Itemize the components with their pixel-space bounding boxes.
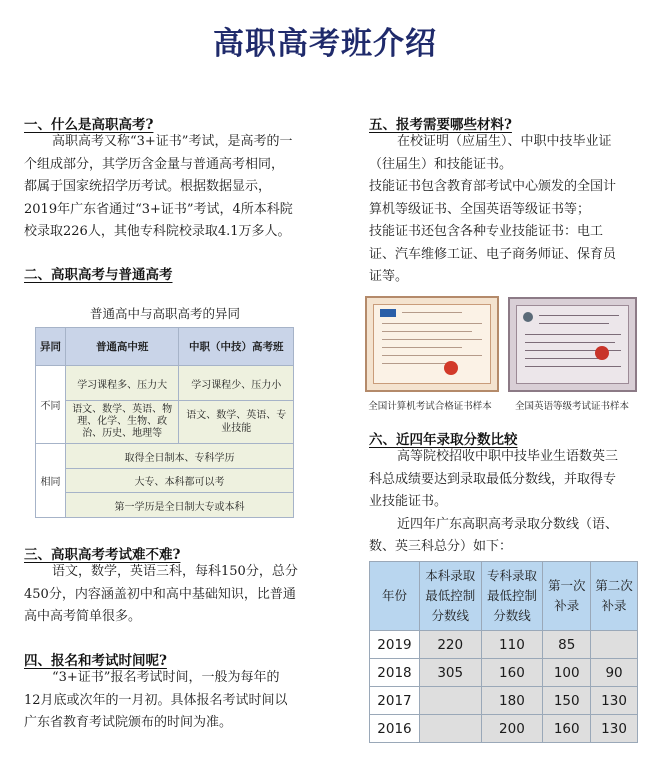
paragraph-line: 在校证明（应届生）、中职中技毕业证 (397, 134, 612, 149)
table-cell: 学习课程少、压力小 (179, 366, 294, 401)
paragraph-line: 技能证书还包含各种专业技能证书：电工 (369, 224, 604, 239)
table-header: 第二次补录 (591, 562, 638, 631)
table-cell: 305 (419, 659, 481, 687)
computer-certificate-caption: 全国计算机考试合格证书样本 (368, 401, 492, 412)
paragraph-line: 高等院校招收中职中技毕业生语数英三 (397, 449, 619, 464)
year-cell: 2019 (370, 631, 420, 659)
table-cell: 取得全日制本、专科学历 (65, 444, 293, 469)
table-cell: 160 (481, 659, 543, 687)
paragraph-line: “3+证书”报名考试时间，一般为每年的 (52, 670, 280, 685)
paragraph-line: 个组成部分，其学历含金量与普通高考相同， (24, 156, 285, 172)
table-cell: 100 (543, 659, 591, 687)
table-caption: 普通高中与高职高考的异同 (89, 306, 240, 321)
year-cell: 2018 (370, 659, 420, 687)
table-cell: 90 (591, 659, 638, 687)
paragraph-line: 广东省教育考试院颁布的时间为准。 (24, 715, 233, 730)
table-cell: 220 (419, 631, 481, 659)
section-heading-what-is: 一、什么是高职高考? (24, 117, 154, 133)
paragraph-line: 450分，内容涵盖初中和高中基础知识，比普通 (24, 586, 296, 602)
paragraph-line: 算机等级证书、全国英语等级证书等； (369, 201, 591, 217)
table-row (36, 401, 294, 444)
table-header: 本科录取最低控制分数线 (419, 562, 481, 631)
paragraph-line: 近四年广东高职高考录取分数线（语、 (397, 516, 619, 532)
table-cell: 学习课程多、压力大 (65, 366, 179, 401)
table-row (36, 469, 294, 493)
section-heading-comparison: 二、高职高考与普通高考 (24, 267, 173, 283)
year-cell: 2017 (370, 687, 420, 715)
table-cell: 语文、数学、英语、专业技能 (179, 401, 294, 444)
section-heading-difficulty: 三、高职高考考试难不难? (24, 547, 181, 563)
paragraph-line: 语文，数学，英语三科，每科150分，总分 (52, 564, 298, 579)
paragraph-line: 都属于国家统招学历考试。根据数据显示， (24, 179, 272, 194)
table-cell: 大专、本科都可以考 (65, 469, 293, 493)
year-cell: 2016 (370, 715, 420, 743)
paragraph-line: 证等。 (369, 269, 409, 284)
table-row (370, 715, 638, 743)
table-cell: 第一学历是全日制大专或本科 (65, 493, 293, 518)
computer-certificate-image (365, 296, 499, 392)
table-cell: 语文、数学、英语、物理、化学、生物、政治、历史、地理等 (65, 401, 179, 444)
table-cell: 150 (543, 687, 591, 715)
paragraph-line: 校录取226人，其他专科院校录取4.1万多人。 (24, 224, 291, 239)
table-cell: 130 (591, 715, 638, 743)
comparison-table (35, 327, 294, 518)
paragraph-line: 数、英三科总分）如下： (369, 539, 513, 554)
table-row (370, 659, 638, 687)
paragraph-line: 12月底或次年的一月初。具体报名考试时间以 (24, 692, 288, 708)
english-certificate-image (508, 297, 637, 392)
paragraph-line: 科总成绩要达到录取最低分数线，并取得专 (369, 471, 617, 487)
paragraph-line: 2019年广东省通过“3+证书”考试，4所本科院 (24, 201, 293, 217)
paragraph-line: 高职高考又称“3+证书”考试，是高考的一 (52, 134, 293, 149)
table-cell (591, 631, 638, 659)
table-header: 普通高中班 (65, 328, 179, 366)
table-row (370, 631, 638, 659)
page-title: 高职高考班介绍 (213, 26, 437, 62)
english-certificate-caption: 全国英语等级考试证书样本 (514, 401, 629, 412)
table-cell: 110 (481, 631, 543, 659)
paragraph-line: 业技能证书。 (369, 494, 448, 509)
table-row (370, 687, 638, 715)
group-label-same: 相同 (36, 444, 66, 518)
table-header: 第一次补录 (543, 562, 591, 631)
table-cell: 85 (543, 631, 591, 659)
section-heading-schedule: 四、报名和考试时间呢? (24, 653, 167, 669)
table-row (36, 493, 294, 518)
section-heading-materials: 五、报考需要哪些材料? (369, 117, 512, 133)
paragraph-line: 证、汽车维修工证、电子商务师证、保育员 (369, 246, 617, 262)
paragraph-line: 技能证书包含教育部考试中心颁发的全国计 (369, 179, 617, 194)
group-label-different: 不同 (36, 366, 66, 444)
paragraph-line: （往届生）和技能证书。 (369, 156, 513, 172)
table-cell: 180 (481, 687, 543, 715)
table-cell (419, 715, 481, 743)
admission-score-table (369, 561, 638, 743)
table-header: 中职（中技）高考班 (179, 328, 294, 366)
table-header: 专科录取最低控制分数线 (481, 562, 543, 631)
table-cell: 160 (543, 715, 591, 743)
table-row (36, 366, 294, 401)
section-heading-scores: 六、近四年录取分数比较 (369, 432, 518, 448)
table-cell (419, 687, 481, 715)
paragraph-line: 高中高考简单很多。 (24, 609, 142, 624)
table-cell: 200 (481, 715, 543, 743)
table-header: 异同 (36, 328, 66, 366)
table-row (36, 444, 294, 469)
table-header: 年份 (370, 562, 420, 631)
table-cell: 130 (591, 687, 638, 715)
